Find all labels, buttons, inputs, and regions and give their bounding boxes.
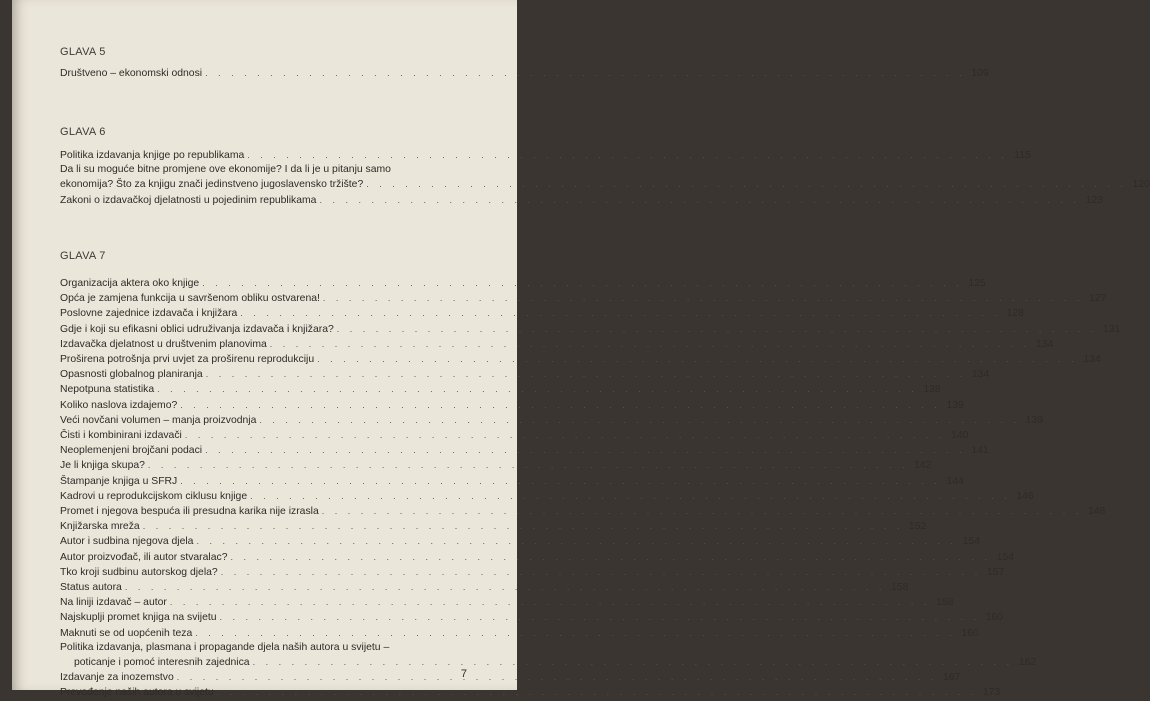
toc-entry-page: 173 [982,687,1001,699]
toc-entry-page: 139 [946,399,964,411]
toc-entry-page: 141 [971,445,989,457]
leader-dots [180,398,941,412]
leader-dots [143,519,904,533]
leader-dots [337,322,1098,336]
toc-entry-title: Prevođenje naših autora u svijetu [60,687,214,699]
toc-entry-page: 120 [1132,179,1150,191]
toc-entry-title: Neoplemenjeni brojčani podaci [60,445,203,457]
toc-entry-title: Organizacija aktera oko knjige [60,278,200,289]
toc-entry [60,337,1054,352]
toc-entry-page: 134 [1083,354,1101,366]
toc-entry [60,398,964,413]
toc-entry-page: 167 [943,672,961,684]
toc-entry [60,306,1024,321]
toc-entry-title: Koliko naslova izdajemo? [60,399,178,411]
chapter-heading-5: GLAVA 5 [60,46,106,58]
toc-entry-title: Autor i sudbina njegova djela [60,536,194,548]
toc-entry-title: Na liniji izdavač – autor [60,597,167,609]
toc-entry-page: 160 [985,612,1004,624]
toc-entry [60,177,1150,192]
toc-entry-page: 123 [1085,194,1104,206]
leader-dots [319,193,1080,207]
leader-dots [317,352,1078,366]
toc-entry-title: Opća je zamjena funkcija u savršenom obliku ostvarena! [60,293,320,305]
toc-entry [60,670,961,685]
toc-entry-page: 134 [971,369,990,381]
page-number: 7 [460,668,467,680]
toc-entry-page: 127 [1089,293,1107,305]
leader-dots [323,291,1084,305]
toc-entry [60,352,1101,367]
toc-entry [60,66,989,81]
leader-dots [247,148,1008,162]
leader-dots [217,685,978,699]
leader-dots [206,367,967,381]
chapter-7-entries [60,276,1121,701]
toc-entry [60,655,1037,670]
toc-entry-title: Da li su moguće bitne promjene ove ekonomije? I da li je u pitanju samo [60,164,391,176]
toc-entry-page: 142 [914,460,932,472]
leader-dots [205,443,966,457]
toc-entry-title: Opasnosti globalnog planiranja [60,369,203,381]
toc-entry-title: Status autora [60,582,122,594]
toc-entry-page: 144 [946,475,964,487]
toc-entry-page: 131 [1102,323,1121,335]
toc-entry-title: Izdavačka djelatnost u društvenim planovima [60,338,267,350]
toc-entry-page: 115 [1014,150,1031,161]
toc-entry-page: 148 [1087,506,1106,518]
toc-entry-page: 157 [986,566,1005,578]
leader-dots [196,534,957,548]
toc-entry [60,626,979,641]
leader-dots [170,595,931,609]
leader-dots [148,458,909,472]
toc-entry [60,474,964,489]
toc-entry [60,580,909,595]
toc-entry-title: Gdje i koji su efikasni oblici udruživanja izdavača i knjižara? [60,323,334,335]
toc-entry [60,610,1004,625]
toc-entry-page: 139 [1025,414,1043,426]
leader-dots [253,655,1014,669]
toc-entry-title: Štampanje knjiga u SFRJ [60,475,178,487]
chapter-6-entries [60,148,1150,208]
toc-entry-title: Društveno – ekonomski odnosi [60,68,203,79]
toc-entry-title: Veći novčani volumen – manja proizvodnja [60,414,257,426]
toc-entry [60,641,480,655]
toc-entry-page: 128 [1006,308,1024,320]
toc-entry [60,163,480,177]
toc-entry [60,193,1104,208]
toc-entry [60,276,986,291]
chapter-heading-6: GLAVA 6 [60,126,106,138]
toc-entry-title: Kadrovi u reprodukcijskom ciklusu knjige [60,490,248,502]
toc-entry [60,382,941,397]
leader-dots [195,626,956,640]
toc-entry [60,428,969,443]
toc-entry-page: 160 [961,627,979,639]
leader-dots [177,670,938,684]
toc-entry [60,489,1034,504]
leader-dots [220,610,981,624]
leader-dots [230,550,991,564]
toc-entry-page: 109 [971,68,989,79]
toc-entry [60,685,1001,700]
toc-entry-title: Je li knjiga skupa? [60,460,145,472]
toc-entry-title: Politika izdavanja knjige po republikama [60,150,245,161]
toc-entry-page: 152 [908,521,927,533]
toc-entry [60,504,1106,519]
toc-entry [60,565,1005,580]
toc-entry-title: Promet i njegova bespuća ili presudna karika nije izrasla [60,506,319,518]
leader-dots [322,504,1083,518]
toc-entry [60,534,981,549]
toc-entry [60,595,954,610]
toc-entry-title: poticanje i pomoć interesnih zajednica [74,657,250,669]
toc-entry-title: Proširena potrošnja prvi uvjet za proširenu reprodukciju [60,354,315,366]
toc-entry-page: 138 [923,384,941,396]
toc-entry-page: 146 [1016,490,1034,502]
leader-dots [250,489,1011,503]
toc-entry-title: Izdavanje za inozemstvo [60,672,174,684]
book-page [12,0,1150,699]
toc-entry [60,550,1015,565]
toc-entry [60,443,989,458]
leader-dots [205,66,966,80]
toc-entry-title: Zakoni o izdavačkoj djelatnosti u pojedinim republikama [60,194,317,206]
chapter-5-entries [60,66,989,81]
toc-entry [60,322,1121,337]
toc-entry-page: 158 [891,582,909,594]
toc-entry [60,148,1031,163]
toc-entry-page: 154 [962,536,981,548]
toc-entry-title: Čisti i kombinirani izdavači [60,430,182,442]
toc-entry [60,367,990,382]
toc-entry-page: 125 [968,278,986,289]
toc-entry [60,291,1107,306]
leader-dots [157,382,918,396]
toc-entry-title: Tko kroji sudbinu autorskog djela? [60,566,218,578]
toc-entry-page: 162 [1018,657,1037,669]
toc-entry-title: Politika izdavanja, plasmana i propagande djela naših autora u svijetu – [60,641,390,653]
toc-entry [60,519,927,534]
toc-entry [60,413,1043,428]
leader-dots [366,177,1127,191]
toc-entry-title: Autor proizvođač, ili autor stvaralac? [60,551,228,563]
toc-entry-title: Maknuti se od uopćenih teza [60,627,193,639]
toc-entry-title: Nepotpuna statistika [60,384,155,396]
leader-dots [202,276,963,290]
toc-entry-page: 158 [936,597,954,609]
toc-entry-title: ekonomija? Što za knjigu znači jedinstveno jugoslavensko tržište? [60,179,364,191]
toc-entry [60,458,932,473]
toc-entry-page: 140 [951,430,969,442]
toc-entry-title: Poslovne zajednice izdavača i knjižara [60,308,238,320]
toc-entry-title: Najskuplji promet knjiga na svijetu [60,612,217,624]
chapter-heading-7: GLAVA 7 [60,250,106,262]
leader-dots [185,428,946,442]
leader-dots [259,413,1020,427]
leader-dots [240,306,1001,320]
toc-entry-page: 154 [996,551,1015,563]
leader-dots [125,580,886,594]
toc-entry-title: Knjižarska mreža [60,521,140,533]
leader-dots [180,474,941,488]
toc-entry-page: 134 [1036,338,1054,350]
leader-dots [270,337,1031,351]
leader-dots [221,565,982,579]
